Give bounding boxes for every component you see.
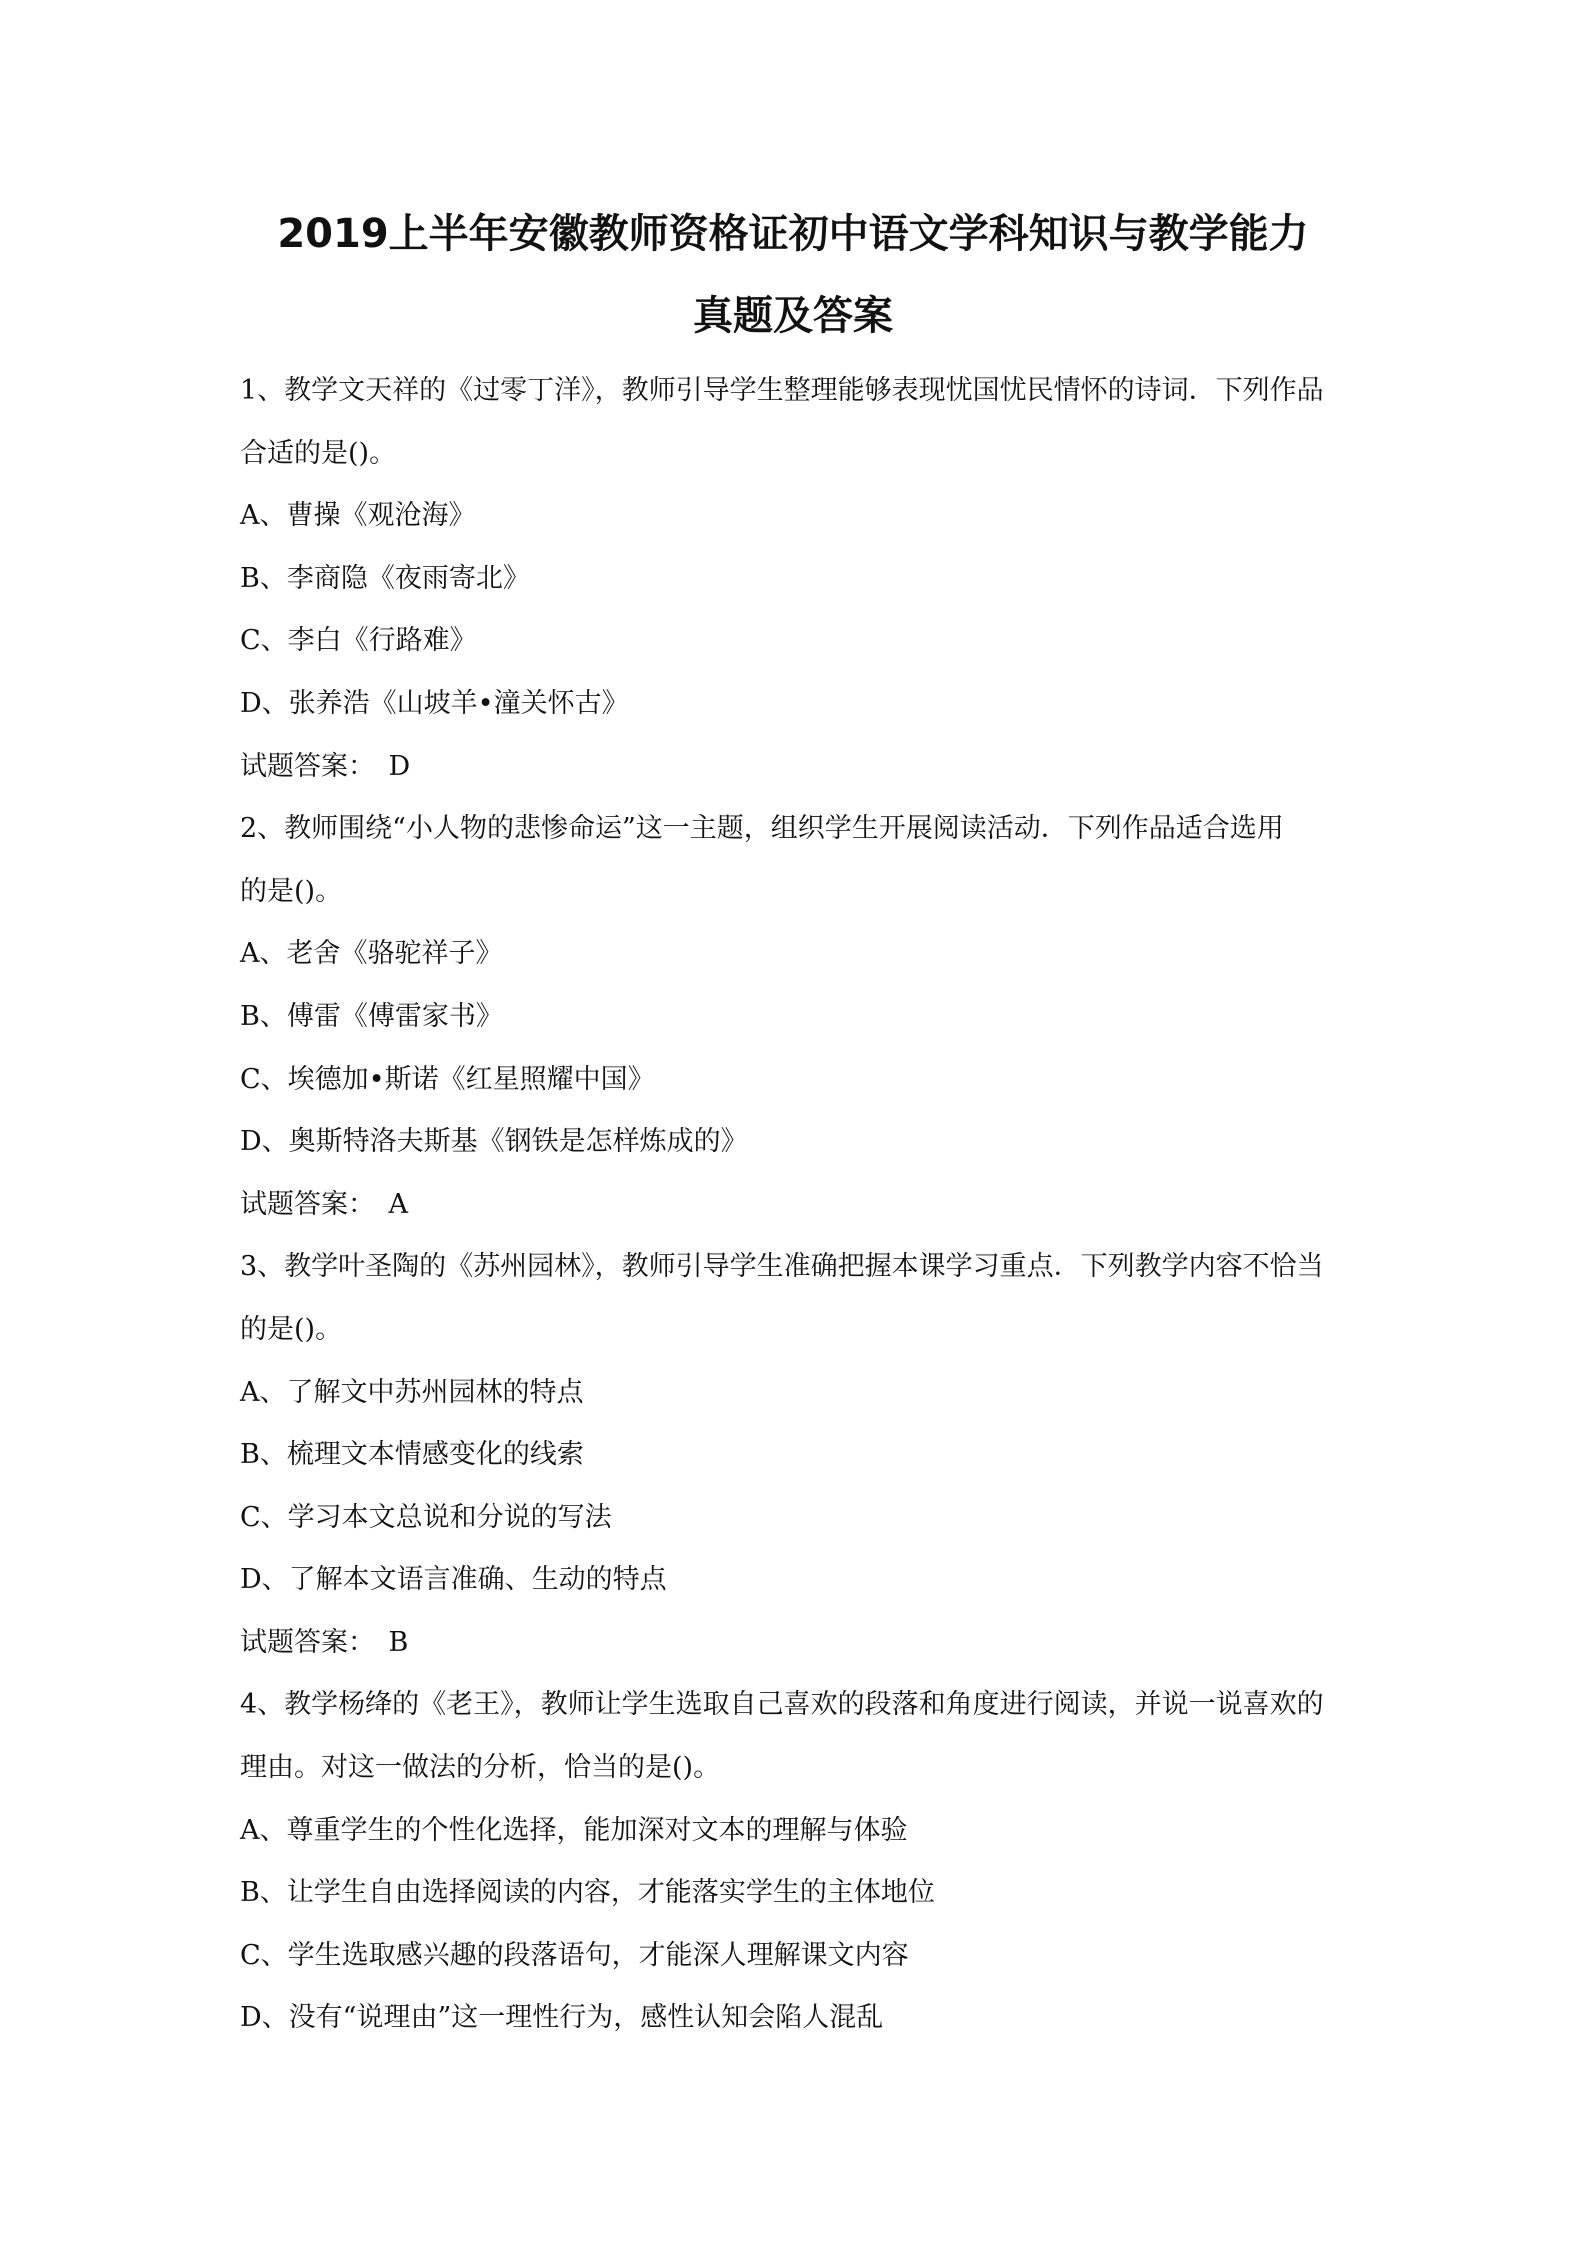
question-1 [240, 360, 1360, 798]
option-b: B、让学生自由选择阅读的内容，才能落实学生的主体地位 [240, 1877, 935, 1909]
answer-line: 试题答案： B [240, 1626, 409, 1658]
question-2 [240, 798, 1360, 1236]
option-c: C、学生选取感兴趣的段落语句，才能深人理解课文内容 [240, 1939, 909, 1971]
option-b: B、梳理文本情感变化的线索 [240, 1439, 584, 1471]
option-c: C、学习本文总说和分说的写法 [240, 1501, 612, 1533]
question-stem: 的是()。 [240, 1313, 343, 1345]
option-d: D、了解本文语言准确、生动的特点 [240, 1564, 667, 1596]
option-a: A、尊重学生的个性化选择，能加深对文本的理解与体验 [240, 1814, 908, 1846]
option-b: B、傅雷《傅雷家书》 [240, 1000, 503, 1032]
option-a: A、老舍《骆驼祥子》 [240, 938, 503, 970]
answer-line: 试题答案： D [240, 750, 411, 782]
answer-line: 试题答案： A [240, 1188, 408, 1220]
question-stem: 4、教学杨绛的《老王》，教师让学生选取自己喜欢的段落和角度进行阅读，并说一说喜欢的 [240, 1689, 1324, 1721]
question-4 [240, 1674, 1360, 2050]
question-stem: 2、教师围绕“小人物的悲惨命运”这一主题，组织学生开展阅读活动．下列作品适合选用 [240, 813, 1284, 845]
option-a: A、了解文中苏州园林的特点 [240, 1376, 584, 1408]
option-d: D、奥斯特洛夫斯基《钢铁是怎样炼成的》 [240, 1126, 748, 1158]
option-c: C、埃德加•斯诺《红星照耀中国》 [240, 1063, 655, 1095]
question-stem: 1、教学文天祥的《过零丁洋》，教师引导学生整理能够表现忧国忧民情怀的诗词．下列作品 [240, 375, 1324, 406]
option-c: C、李白《行路难》 [240, 625, 477, 657]
document-title-line-2: 真题及答案 [693, 293, 893, 339]
option-b: B、李商隐《夜雨寄北》 [240, 562, 530, 594]
question-list [240, 360, 1360, 2050]
document-title-line-1: 2019上半年安徽教师资格证初中语文学科知识与教学能力 [277, 211, 1309, 257]
option-a: A、曹操《观沧海》 [240, 500, 476, 532]
question-stem: 3、教学叶圣陶的《苏州园林》，教师引导学生准确把握本课学习重点．下列教学内容不恰当 [240, 1251, 1324, 1283]
question-stem: 理由。对这一做法的分析，恰当的是()。 [240, 1752, 721, 1784]
question-3 [240, 1236, 1360, 1674]
question-stem: 合适的是()。 [240, 437, 397, 469]
option-d: D、没有“说理由”这一理性行为，感性认知会陷人混乱 [240, 2002, 884, 2034]
question-stem: 的是()。 [240, 875, 343, 907]
option-d: D、张养浩《山坡羊•潼关怀古》 [240, 687, 629, 719]
